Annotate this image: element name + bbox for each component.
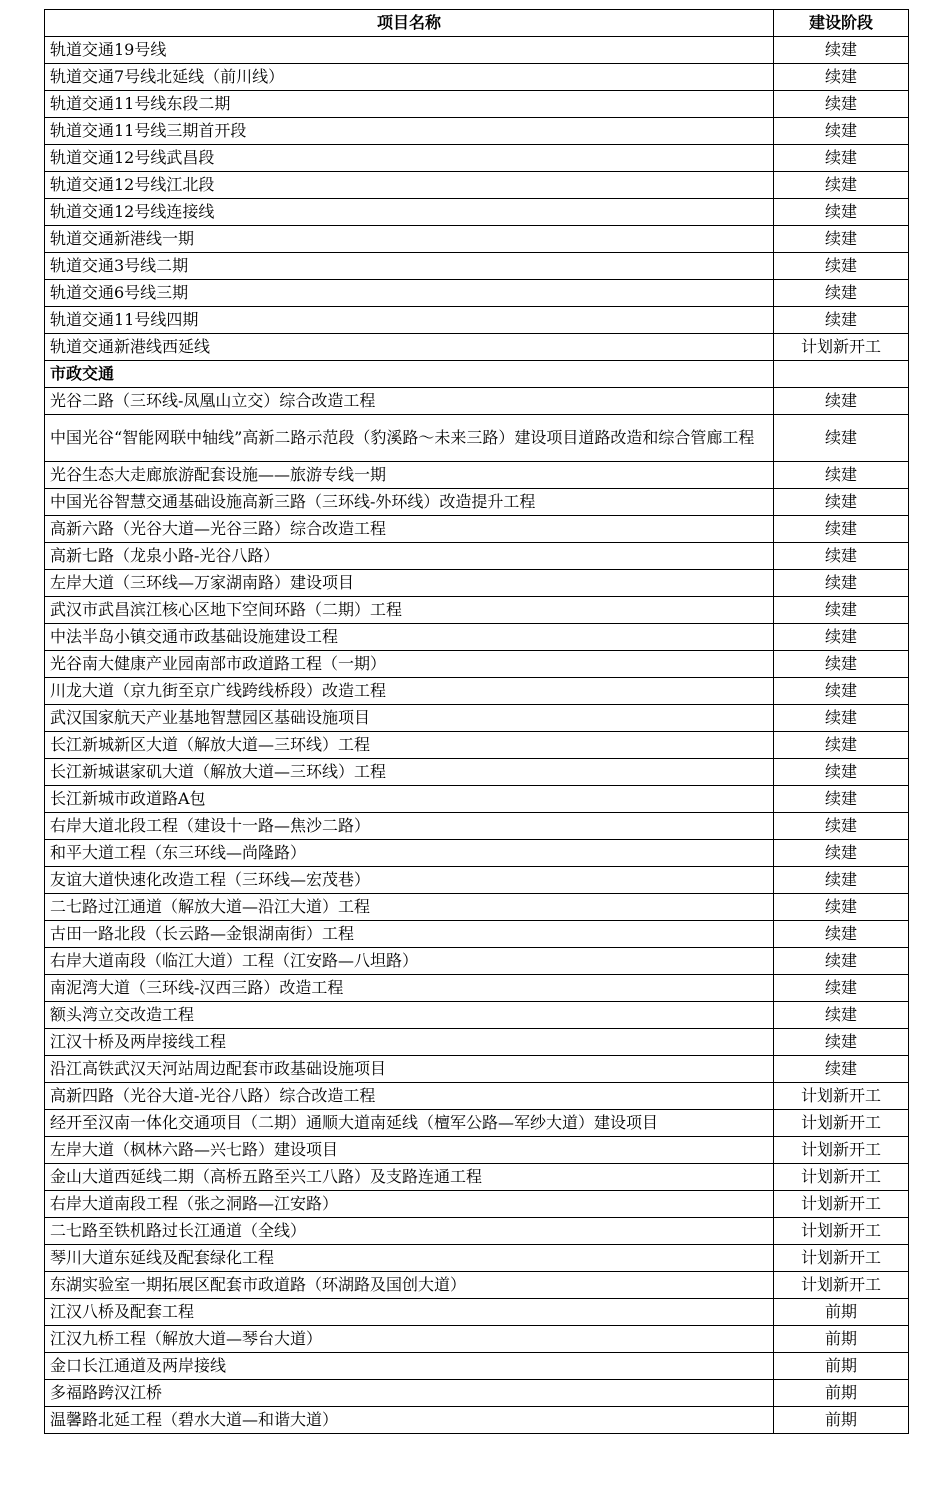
stage-cell: 续建 <box>774 280 909 307</box>
table-row <box>45 840 909 867</box>
stage-cell: 续建 <box>774 624 909 651</box>
stage-cell: 续建 <box>774 894 909 921</box>
table-row <box>45 37 909 64</box>
table-row <box>45 1407 909 1434</box>
stage-cell: 前期 <box>774 1407 909 1434</box>
table-row <box>45 948 909 975</box>
project-name-cell: 金口长江通道及两岸接线 <box>45 1353 774 1380</box>
stage-cell: 前期 <box>774 1326 909 1353</box>
stage-cell: 续建 <box>774 786 909 813</box>
table-row <box>45 1002 909 1029</box>
project-name-cell: 轨道交通新港线西延线 <box>45 334 774 361</box>
table-row <box>45 1164 909 1191</box>
table-row <box>45 1218 909 1245</box>
table-row <box>45 1245 909 1272</box>
table-row <box>45 280 909 307</box>
project-name-cell: 江汉九桥工程（解放大道—琴台大道） <box>45 1326 774 1353</box>
project-name-cell: 中法半岛小镇交通市政基础设施建设工程 <box>45 624 774 651</box>
table-row <box>45 705 909 732</box>
stage-cell: 计划新开工 <box>774 1218 909 1245</box>
stage-cell: 续建 <box>774 597 909 624</box>
table-row <box>45 597 909 624</box>
stage-cell: 续建 <box>774 118 909 145</box>
table-row <box>45 172 909 199</box>
project-name-cell: 光谷生态大走廊旅游配套设施——旅游专线一期 <box>45 462 774 489</box>
table-row <box>45 1272 909 1299</box>
project-name-cell: 轨道交通7号线北延线（前川线） <box>45 64 774 91</box>
table-row <box>45 388 909 415</box>
stage-cell: 续建 <box>774 705 909 732</box>
project-name-cell: 川龙大道（京九街至京广线跨线桥段）改造工程 <box>45 678 774 705</box>
project-name-cell: 长江新城市政道路A包 <box>45 786 774 813</box>
table-row <box>45 226 909 253</box>
project-name-cell: 轨道交通11号线东段二期 <box>45 91 774 118</box>
stage-cell: 续建 <box>774 543 909 570</box>
table-row <box>45 1326 909 1353</box>
project-name-cell: 武汉国家航天产业基地智慧园区基础设施项目 <box>45 705 774 732</box>
table-row <box>45 307 909 334</box>
stage-cell: 续建 <box>774 415 909 462</box>
table-row <box>45 334 909 361</box>
project-name-cell: 南泥湾大道（三环线-汉西三路）改造工程 <box>45 975 774 1002</box>
table-body <box>45 37 909 1434</box>
project-name-cell: 轨道交通11号线三期首开段 <box>45 118 774 145</box>
stage-cell: 续建 <box>774 1029 909 1056</box>
project-name-cell: 右岸大道南段工程（张之洞路—江安路） <box>45 1191 774 1218</box>
table-row <box>45 1191 909 1218</box>
table-row <box>45 118 909 145</box>
stage-cell: 计划新开工 <box>774 1137 909 1164</box>
project-name-cell: 温馨路北延工程（碧水大道—和谐大道） <box>45 1407 774 1434</box>
project-name-cell: 右岸大道北段工程（建设十一路—焦沙二路） <box>45 813 774 840</box>
project-name-cell: 和平大道工程（东三环线—尚隆路） <box>45 840 774 867</box>
stage-cell: 续建 <box>774 1056 909 1083</box>
project-name-cell: 轨道交通12号线连接线 <box>45 199 774 226</box>
project-name-cell: 高新七路（龙泉小路-光谷八路） <box>45 543 774 570</box>
project-name-cell: 沿江高铁武汉天河站周边配套市政基础设施项目 <box>45 1056 774 1083</box>
stage-cell: 续建 <box>774 516 909 543</box>
stage-cell: 续建 <box>774 253 909 280</box>
table-row <box>45 624 909 651</box>
project-name-cell: 轨道交通新港线一期 <box>45 226 774 253</box>
stage-cell: 续建 <box>774 226 909 253</box>
project-name-cell: 长江新城新区大道（解放大道—三环线）工程 <box>45 732 774 759</box>
stage-cell: 续建 <box>774 388 909 415</box>
project-name-cell: 中国光谷智慧交通基础设施高新三路（三环线-外环线）改造提升工程 <box>45 489 774 516</box>
project-name-cell: 光谷南大健康产业园南部市政道路工程（一期） <box>45 651 774 678</box>
stage-cell: 续建 <box>774 307 909 334</box>
project-name-cell: 武汉市武昌滨江核心区地下空间环路（二期）工程 <box>45 597 774 624</box>
table-row <box>45 651 909 678</box>
header-row <box>45 10 909 37</box>
project-name-cell: 左岸大道（枫林六路—兴七路）建设项目 <box>45 1137 774 1164</box>
stage-cell: 前期 <box>774 1353 909 1380</box>
stage-cell: 计划新开工 <box>774 334 909 361</box>
table-row <box>45 678 909 705</box>
project-name-cell: 轨道交通11号线四期 <box>45 307 774 334</box>
header-project-name: 项目名称 <box>45 10 774 37</box>
stage-cell: 续建 <box>774 570 909 597</box>
project-name-cell: 轨道交通3号线二期 <box>45 253 774 280</box>
stage-cell: 续建 <box>774 462 909 489</box>
stage-cell: 续建 <box>774 91 909 118</box>
project-name-cell: 额头湾立交改造工程 <box>45 1002 774 1029</box>
stage-cell: 续建 <box>774 813 909 840</box>
table-row <box>45 921 909 948</box>
stage-cell: 续建 <box>774 37 909 64</box>
stage-cell: 续建 <box>774 948 909 975</box>
stage-cell: 续建 <box>774 199 909 226</box>
project-name-cell: 琴川大道东延线及配套绿化工程 <box>45 1245 774 1272</box>
project-name-cell: 左岸大道（三环线—万家湖南路）建设项目 <box>45 570 774 597</box>
table-row <box>45 813 909 840</box>
project-name-cell: 高新六路（光谷大道—光谷三路）综合改造工程 <box>45 516 774 543</box>
section-title: 市政交通 <box>45 361 774 388</box>
project-name-cell: 多福路跨汉江桥 <box>45 1380 774 1407</box>
stage-cell: 计划新开工 <box>774 1110 909 1137</box>
project-name-cell: 轨道交通12号线武昌段 <box>45 145 774 172</box>
project-name-cell: 古田一路北段（长云路—金银湖南街）工程 <box>45 921 774 948</box>
stage-cell: 续建 <box>774 678 909 705</box>
stage-cell <box>774 361 909 388</box>
stage-cell: 续建 <box>774 840 909 867</box>
table-row <box>45 199 909 226</box>
project-name-cell: 江汉十桥及两岸接线工程 <box>45 1029 774 1056</box>
table-row <box>45 516 909 543</box>
table-row <box>45 759 909 786</box>
project-name-cell: 友谊大道快速化改造工程（三环线—宏茂巷） <box>45 867 774 894</box>
project-name-cell: 二七路过江通道（解放大道—沿江大道）工程 <box>45 894 774 921</box>
project-name-cell: 轨道交通12号线江北段 <box>45 172 774 199</box>
stage-cell: 前期 <box>774 1299 909 1326</box>
table-row <box>45 732 909 759</box>
project-name-cell: 金山大道西延线二期（高桥五路至兴工八路）及支路连通工程 <box>45 1164 774 1191</box>
table-row <box>45 1083 909 1110</box>
table-row <box>45 64 909 91</box>
table-row <box>45 975 909 1002</box>
stage-cell: 续建 <box>774 172 909 199</box>
stage-cell: 续建 <box>774 975 909 1002</box>
project-name-cell: 轨道交通19号线 <box>45 37 774 64</box>
project-name-cell: 经开至汉南一体化交通项目（二期）通顺大道南延线（檀军公路—军纱大道）建设项目 <box>45 1110 774 1137</box>
stage-cell: 续建 <box>774 867 909 894</box>
stage-cell: 续建 <box>774 921 909 948</box>
project-name-cell: 右岸大道南段（临江大道）工程（江安路—八坦路） <box>45 948 774 975</box>
project-name-cell: 轨道交通6号线三期 <box>45 280 774 307</box>
table-row <box>45 570 909 597</box>
table-row <box>45 462 909 489</box>
stage-cell: 前期 <box>774 1380 909 1407</box>
project-name-cell: 中国光谷“智能网联中轴线”高新二路示范段（豹溪路～未来三路）建设项目道路改造和综合管廊工程 <box>45 415 774 462</box>
project-table <box>44 9 909 1434</box>
stage-cell: 续建 <box>774 64 909 91</box>
table-row <box>45 145 909 172</box>
stage-cell: 续建 <box>774 732 909 759</box>
table-row <box>45 1110 909 1137</box>
project-name-cell: 高新四路（光谷大道-光谷八路）综合改造工程 <box>45 1083 774 1110</box>
table-row <box>45 415 909 462</box>
project-name-cell: 长江新城谌家矶大道（解放大道—三环线）工程 <box>45 759 774 786</box>
stage-cell: 续建 <box>774 759 909 786</box>
table-row <box>45 786 909 813</box>
stage-cell: 续建 <box>774 651 909 678</box>
table-row <box>45 1029 909 1056</box>
project-name-cell: 江汉八桥及配套工程 <box>45 1299 774 1326</box>
table-row <box>45 1056 909 1083</box>
table-row <box>45 91 909 118</box>
project-name-cell: 东湖实验室一期拓展区配套市政道路（环湖路及国创大道） <box>45 1272 774 1299</box>
table-row <box>45 543 909 570</box>
section-row <box>45 361 909 388</box>
table-row <box>45 1380 909 1407</box>
table-row <box>45 489 909 516</box>
stage-cell: 续建 <box>774 489 909 516</box>
project-name-cell: 二七路至铁机路过长江通道（全线） <box>45 1218 774 1245</box>
table-row <box>45 894 909 921</box>
table-row <box>45 253 909 280</box>
header-construction-stage: 建设阶段 <box>774 10 909 37</box>
stage-cell: 计划新开工 <box>774 1245 909 1272</box>
stage-cell: 计划新开工 <box>774 1083 909 1110</box>
project-name-cell: 光谷二路（三环线-凤凰山立交）综合改造工程 <box>45 388 774 415</box>
table-row <box>45 1353 909 1380</box>
stage-cell: 续建 <box>774 145 909 172</box>
table-row <box>45 1299 909 1326</box>
table-row <box>45 1137 909 1164</box>
stage-cell: 计划新开工 <box>774 1272 909 1299</box>
stage-cell: 续建 <box>774 1002 909 1029</box>
table-row <box>45 867 909 894</box>
stage-cell: 计划新开工 <box>774 1164 909 1191</box>
stage-cell: 计划新开工 <box>774 1191 909 1218</box>
